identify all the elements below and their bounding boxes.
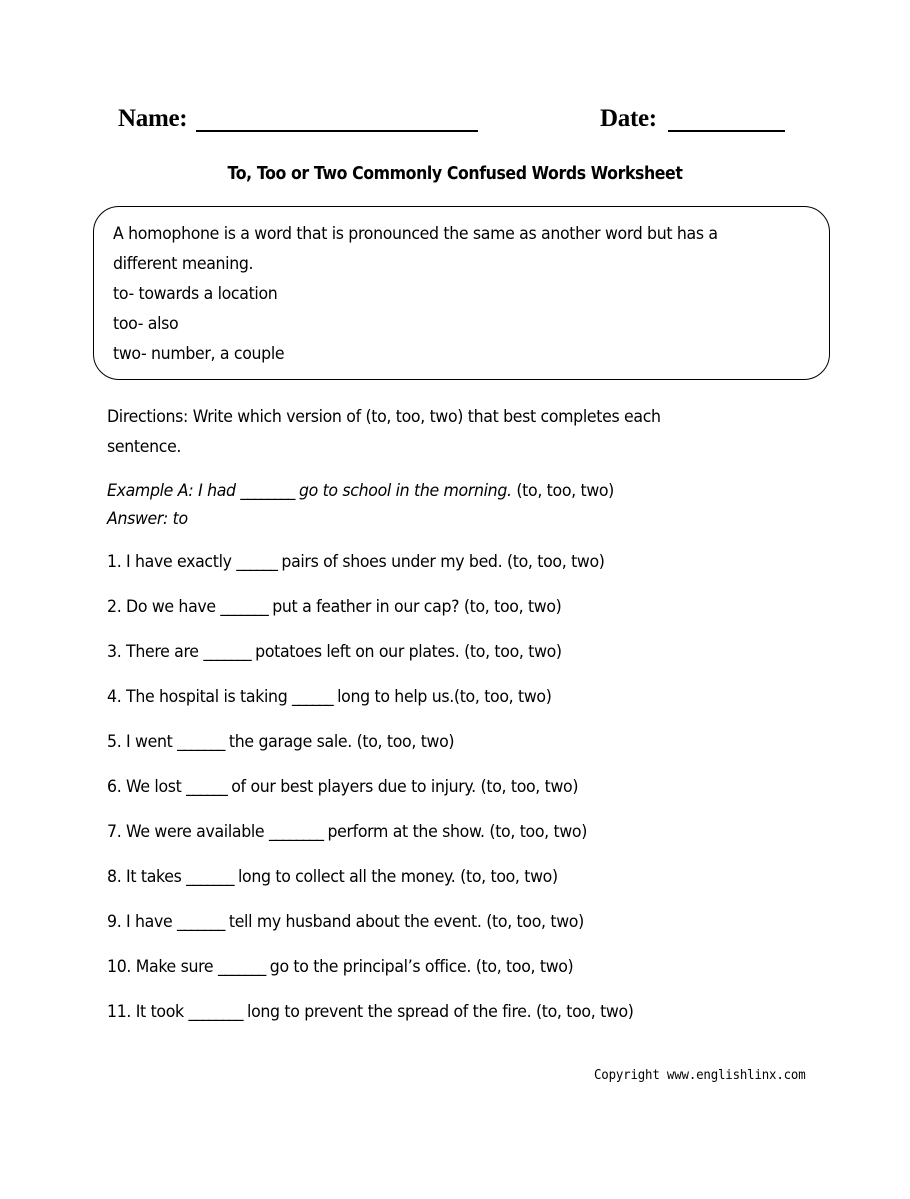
answer-blank[interactable]: _______ bbox=[177, 732, 225, 751]
answer-blank[interactable]: _______ bbox=[177, 912, 225, 931]
questions-list bbox=[107, 551, 814, 1046]
question-number: 7. bbox=[107, 822, 122, 841]
question-text-before: I went bbox=[121, 732, 178, 751]
question-text-after: put a feather in our cap? bbox=[267, 597, 464, 616]
question-number: 9. bbox=[107, 912, 122, 931]
question-text-after: long to collect all the money. bbox=[233, 867, 461, 886]
answer-blank[interactable]: _______ bbox=[186, 867, 234, 886]
question-number: 2. bbox=[107, 597, 122, 616]
answer-blank[interactable]: _______ bbox=[220, 597, 268, 616]
example-block bbox=[107, 477, 776, 533]
question-number: 11. bbox=[107, 1002, 132, 1021]
question-choices: (to, too, two) bbox=[460, 867, 558, 886]
answer-blank[interactable]: ______ bbox=[236, 552, 277, 571]
question-text-before: Do we have bbox=[121, 597, 221, 616]
answer-blank[interactable]: _______ bbox=[203, 642, 251, 661]
question-number: 5. bbox=[107, 732, 122, 751]
example-blank: ________ bbox=[240, 481, 295, 500]
question-row[interactable] bbox=[107, 821, 814, 866]
question-text-after: potatoes left on our plates. bbox=[250, 642, 465, 661]
question-text-after: go to the principal’s office. bbox=[265, 957, 476, 976]
copyright-notice: Copyright www.englishlinx.com bbox=[594, 1067, 806, 1083]
question-text-before: It took bbox=[131, 1002, 189, 1021]
question-text-after: perform at the show. bbox=[322, 822, 490, 841]
answer-blank[interactable]: _______ bbox=[217, 957, 266, 976]
question-choices: (to, too, two) bbox=[486, 912, 584, 931]
example-prompt-before: Example A: I had bbox=[107, 481, 241, 500]
example-sentence bbox=[107, 477, 776, 505]
question-choices: (to, too, two) bbox=[489, 822, 588, 841]
question-text-before: The hospital is taking bbox=[121, 687, 293, 706]
question-choices: (to, too, two) bbox=[463, 597, 562, 616]
definition-entry-two: two- number, a couple bbox=[113, 344, 285, 363]
question-text-after: tell my husband about the event. bbox=[224, 912, 487, 931]
question-number: 8. bbox=[107, 867, 122, 886]
answer-blank[interactable]: ________ bbox=[268, 822, 323, 841]
question-number: 3. bbox=[107, 642, 122, 661]
question-choices: (to, too, two) bbox=[506, 552, 605, 571]
question-choices: (to, too, two) bbox=[356, 732, 455, 751]
question-text-before: Make sure bbox=[131, 957, 218, 976]
answer-blank[interactable]: ______ bbox=[186, 777, 227, 796]
question-choices: (to, too, two) bbox=[480, 777, 579, 796]
question-text-after: the garage sale. bbox=[224, 732, 357, 751]
question-row[interactable] bbox=[107, 956, 814, 1001]
question-text-after: long to prevent the spread of the fire. bbox=[242, 1002, 536, 1021]
question-choices: (to, too, two) bbox=[475, 957, 574, 976]
question-choices: (to, too, two) bbox=[464, 642, 562, 661]
question-choices: (to, too, two) bbox=[535, 1002, 634, 1021]
question-number: 1. bbox=[107, 552, 122, 571]
student-info-row bbox=[0, 105, 910, 139]
question-text-before: We were available bbox=[121, 822, 269, 841]
question-number: 6. bbox=[107, 777, 122, 796]
answer-blank[interactable]: ________ bbox=[188, 1002, 243, 1021]
question-number: 10. bbox=[107, 957, 132, 976]
question-choices: (to, too, two) bbox=[453, 687, 552, 706]
question-row[interactable] bbox=[107, 641, 814, 686]
example-answer: Answer: to bbox=[107, 509, 188, 528]
directions-text: Directions: Write which version of (to, too, two) that best completes each sentence. bbox=[107, 407, 661, 456]
answer-blank[interactable]: ______ bbox=[292, 687, 333, 706]
question-text-before: There are bbox=[121, 642, 204, 661]
question-row[interactable] bbox=[107, 1001, 814, 1046]
question-number: 4. bbox=[107, 687, 122, 706]
question-row[interactable] bbox=[107, 551, 814, 596]
question-text-before: I have bbox=[121, 912, 178, 931]
question-row[interactable] bbox=[107, 686, 814, 731]
example-prompt-after: go to school in the morning. bbox=[294, 481, 512, 500]
question-text-after: long to help us. bbox=[332, 687, 454, 706]
question-text-after: pairs of shoes under my bed. bbox=[276, 552, 507, 571]
date-label: Date: bbox=[600, 105, 657, 132]
question-row[interactable] bbox=[107, 596, 814, 641]
name-label: Name: bbox=[118, 105, 188, 132]
example-choices: (to, too, two) bbox=[511, 481, 615, 500]
page-title: To, Too or Two Commonly Confused Words Worksheet bbox=[227, 164, 683, 184]
definition-entry-too: too- also bbox=[113, 314, 179, 333]
question-row[interactable] bbox=[107, 776, 814, 821]
definition-text bbox=[113, 219, 782, 369]
question-row[interactable] bbox=[107, 911, 814, 956]
date-write-line[interactable] bbox=[668, 130, 785, 132]
question-row[interactable] bbox=[107, 731, 814, 776]
question-row[interactable] bbox=[107, 866, 814, 911]
definition-entry-to: to- towards a location bbox=[113, 284, 278, 303]
question-text-before: I have exactly bbox=[121, 552, 237, 571]
name-write-line[interactable] bbox=[196, 130, 478, 132]
question-text-before: It takes bbox=[121, 867, 187, 886]
question-text-after: of our best players due to injury. bbox=[226, 777, 481, 796]
homophone-definition: A homophone is a word that is pronounced the same as another word but has a different meaning. bbox=[113, 224, 718, 273]
question-text-before: We lost bbox=[121, 777, 187, 796]
